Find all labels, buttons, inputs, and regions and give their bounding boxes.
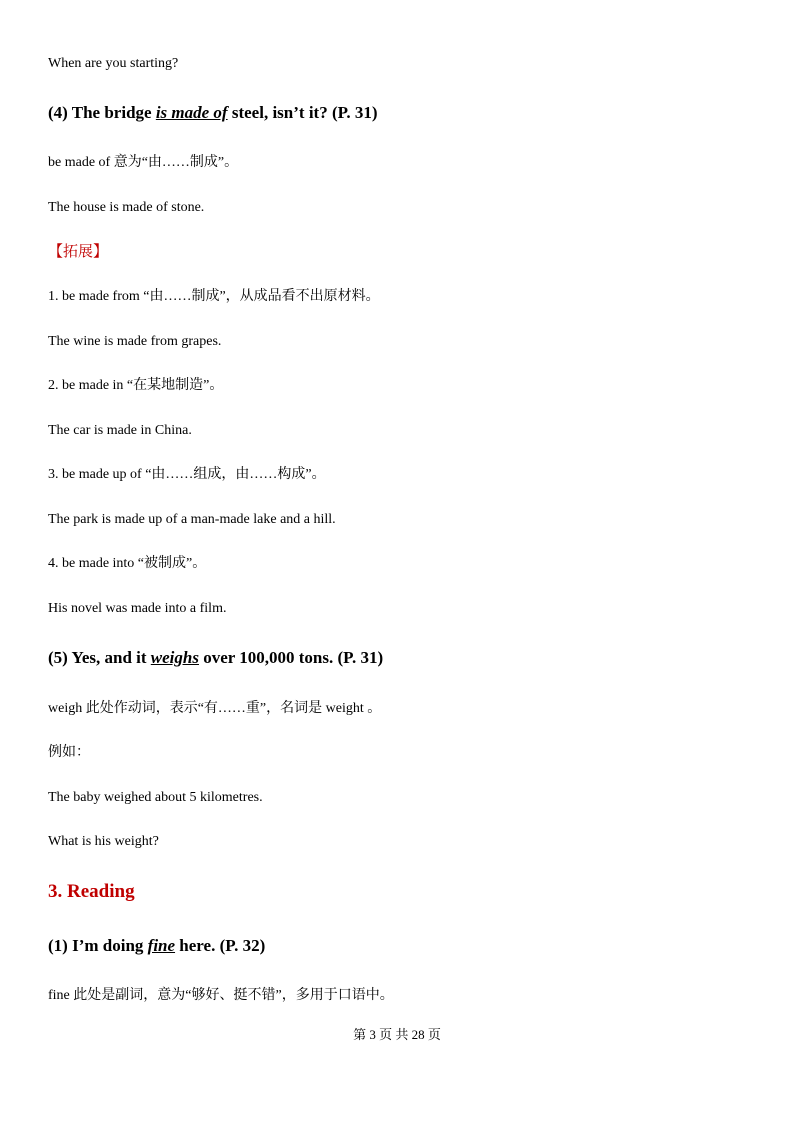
label-example: 例如： xyxy=(48,745,90,760)
heading-5 xyxy=(48,648,383,668)
example-novel: His novel was made into a film. xyxy=(48,601,227,616)
note-be-made-in: 2. be made in “在某地制造”。 xyxy=(48,378,224,393)
page-footer: 第 3 页 共 28 页 xyxy=(353,1027,441,1042)
example-wine: The wine is made from grapes. xyxy=(48,334,222,349)
note-weigh: weigh 此处作动词，表示“有……重”，名词是 weight 。 xyxy=(48,701,382,716)
note-be-made-of: be made of 意为“由……制成”。 xyxy=(48,155,239,170)
heading-1-prefix: (1) I’m doing xyxy=(48,936,148,955)
heading-1-suffix: here. (P. 32) xyxy=(175,936,266,955)
heading-5-prefix: (5) Yes, and it xyxy=(48,648,151,667)
section-3-reading: 3. Reading xyxy=(48,881,135,902)
heading-4-prefix: (4) The bridge xyxy=(48,103,156,122)
heading-5-suffix: over 100,000 tons. (P. 31) xyxy=(198,648,384,667)
example-house: The house is made of stone. xyxy=(48,200,205,215)
example-weight: What is his weight? xyxy=(48,834,159,849)
heading-4-phrase: is made of xyxy=(155,103,228,122)
heading-4-suffix: steel, isn’t it? (P. 31) xyxy=(227,103,378,122)
example-car: The car is made in China. xyxy=(48,423,192,438)
tuozhan-label: 【拓展】 xyxy=(48,244,109,260)
heading-1-phrase: fine xyxy=(147,936,176,955)
heading-5-phrase: weighs xyxy=(150,648,199,667)
example-baby: The baby weighed about 5 kilometres. xyxy=(48,790,263,805)
note-be-made-up-of: 3. be made up of “由……组成，由……构成”。 xyxy=(48,467,326,482)
heading-1 xyxy=(48,936,265,956)
example-park: The park is made up of a man-made lake and a hill. xyxy=(48,512,336,527)
note-be-made-from: 1. be made from “由……制成”，从成品看不出原材料。 xyxy=(48,289,380,304)
note-be-made-into: 4. be made into “被制成”。 xyxy=(48,556,207,571)
sentence-when-starting: When are you starting? xyxy=(48,56,179,71)
note-fine: fine 此处是副词，意为“够好、挺不错”，多用于口语中。 xyxy=(48,988,394,1003)
heading-4 xyxy=(48,103,378,123)
